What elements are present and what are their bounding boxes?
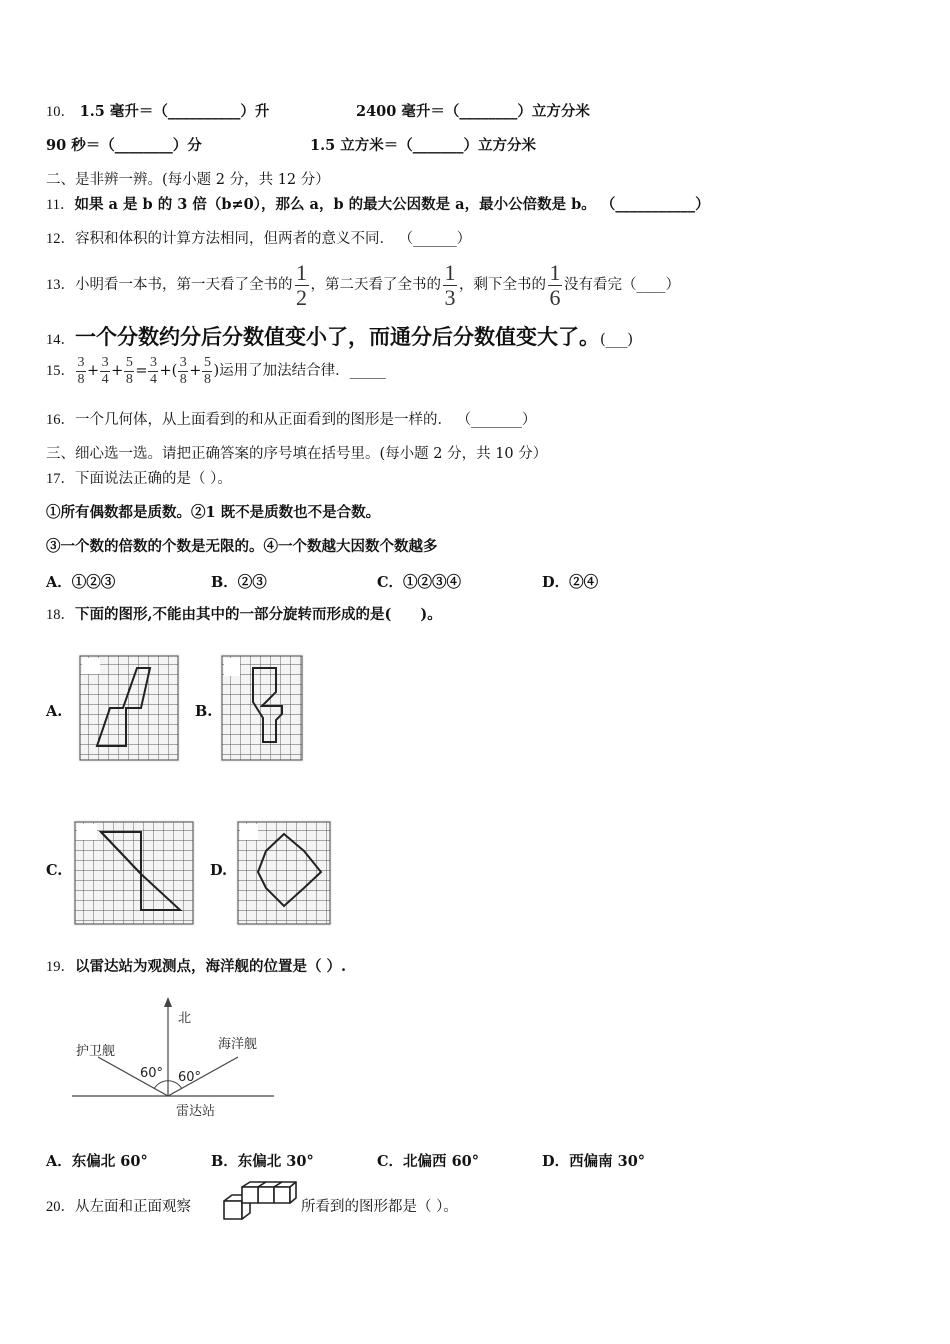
frac-numerator: 3 [77,354,85,370]
q18-label-b: B. [195,703,213,720]
q18-label-d: D. [210,862,228,879]
q15-text: 运用了加法结合律．_____ [219,363,386,379]
q18-figure-c [73,820,195,926]
q15-frac-3 [124,356,134,387]
q18-figure-b [220,654,304,762]
frac-denominator: 8 [203,371,211,387]
q19-option-a: A．东偏北 60° [46,1153,148,1170]
q19-option-c: C．北偏西 60° [377,1153,480,1170]
frac-numerator: 5 [125,354,133,370]
frac-denominator: 8 [125,371,133,387]
angle-left-label: 60° [140,1066,164,1081]
q19-number: 19． [46,959,75,975]
q16-text: 一个几何体，从上面看到的和从正面看到的图形是一样的． （_______） [75,412,537,428]
q19-compass-diagram [70,995,280,1125]
q17-option-d: D．②④ [542,574,599,591]
q18-number: 18． [46,607,75,623]
q13-fraction-sixth [548,259,562,310]
q16-number: 16． [46,412,75,428]
q10-part-c: 90 秒＝（________）分 [46,137,202,154]
radar-station-label: 雷达站 [176,1104,216,1119]
q20-number: 20． [46,1199,75,1215]
q17-option-b: B．②③ [211,574,267,591]
q14-number: 14． [46,332,75,348]
frac-denominator: 8 [77,371,85,387]
frac-denominator: 3 [444,284,456,310]
q11 [46,195,710,215]
ocean-ship-label: 海洋舰 [218,1037,258,1052]
q17-statement-2: ③一个数的倍数的个数是无限的。④一个数越大因数个数越多 [46,538,438,555]
frac-denominator: 6 [549,284,561,310]
q10-line1 [46,102,269,122]
q14 [46,323,633,354]
q11-number: 11． [46,197,75,213]
q18-figure-d [236,820,332,926]
q19-option-b: B．东偏北 30° [211,1153,314,1170]
q13-text-4: 没有看完（____） [564,277,680,293]
frac-numerator: 3 [179,354,187,370]
q13-text-3: ，剩下全书的 [459,277,546,293]
q15-frac-2 [100,356,110,387]
frac-numerator: 3 [101,354,109,370]
q20-cubes-figure [220,1181,298,1223]
q15-number: 15． [46,363,75,379]
q14-text: 一个分数约分后分数值变小了，而通分后分数值变大了。 [75,325,600,349]
frac-numerator: 3 [149,354,157,370]
north-label: 北 [178,1011,192,1026]
q18-figure-a [78,654,180,762]
q13 [46,259,680,310]
q10-part-b: 2400 毫升＝（________）立方分米 [356,103,590,120]
frac-numerator: 5 [203,354,211,370]
q14-blank: (___) [600,332,634,348]
q17 [46,469,232,489]
q10-part-a: 1.5 毫升＝（__________）升 [79,103,270,120]
q20-text-1: 从左面和正面观察 [75,1199,191,1215]
frac-denominator: 8 [179,371,187,387]
q18 [46,605,442,625]
q18-text: 下面的图形,不能由其中的一部分旋转而形成的是( )。 [75,606,442,623]
q13-text-1: 小明看一本书，第一天看了全书的 [75,277,293,293]
section-3-heading: 三、细心选一选。请把正确答案的序号填在括号里。(每小题 2 分，共 10 分） [46,446,548,462]
frac-numerator: 1 [444,259,456,285]
q20-text-1-wrap [46,1197,191,1217]
q12-number: 12． [46,231,75,247]
frac-numerator: 1 [549,259,561,285]
q12 [46,229,471,249]
frac-numerator: 1 [296,259,307,285]
q19-option-d: D．西偏南 30° [542,1153,646,1170]
q17-number: 17． [46,471,75,487]
q17-statement-1: ①所有偶数都是质数。②1 既不是质数也不是合数。 [46,504,381,521]
q13-fraction-half [295,259,309,310]
q13-number: 13． [46,277,75,293]
q15-frac-4 [148,356,158,387]
frac-denominator: 2 [296,284,307,310]
q12-text: 容积和体积的计算方法相同，但两者的意义不同． （______） [75,231,472,247]
q15-frac-6 [202,356,212,387]
q13-text-2: ，第二天看了全书的 [310,277,441,293]
q18-label-a: A. [46,703,63,720]
q18-label-c: C. [46,862,63,879]
q10-part-d: 1.5 立方米＝（_______）立方分米 [310,137,537,154]
section-2-heading: 二、是非辨一辨。(每小题 2 分，共 12 分） [46,172,330,188]
q16 [46,410,536,430]
q20-text-2: 所看到的图形都是（ ）。 [301,1199,458,1215]
q11-text: 如果 a 是 b 的 3 倍（b≠0），那么 a，b 的最大公因数是 a，最小公倍数是 b。 （___________） [74,196,710,213]
angle-right-label: 60° [178,1070,202,1085]
q10-number: 10． [46,104,75,120]
q17-option-c: C．①②③④ [377,574,462,591]
frac-denominator: 4 [101,371,109,387]
q15-frac-5 [178,356,188,387]
q19 [46,957,346,977]
q19-text: 以雷达站为观测点，海洋舰的位置是（ ）. [75,958,347,975]
q15: 15． $\frac{3}{8}$ + $\frac{3}{4}$ + $\frac{5}{8}$ = $\frac{3}{4}$ +( $\frac{3}{8}$ + $\frac{5}{8}$ )运用了加法结合律．_____ [46,354,386,387]
q17-text: 下面说法正确的是（ ）。 [75,471,232,487]
q13-fraction-third [443,259,457,310]
q15-frac-1 [76,356,86,387]
escort-ship-label: 护卫舰 [76,1044,116,1059]
q17-option-a: A．①②③ [46,574,116,591]
frac-denominator: 4 [149,371,157,387]
